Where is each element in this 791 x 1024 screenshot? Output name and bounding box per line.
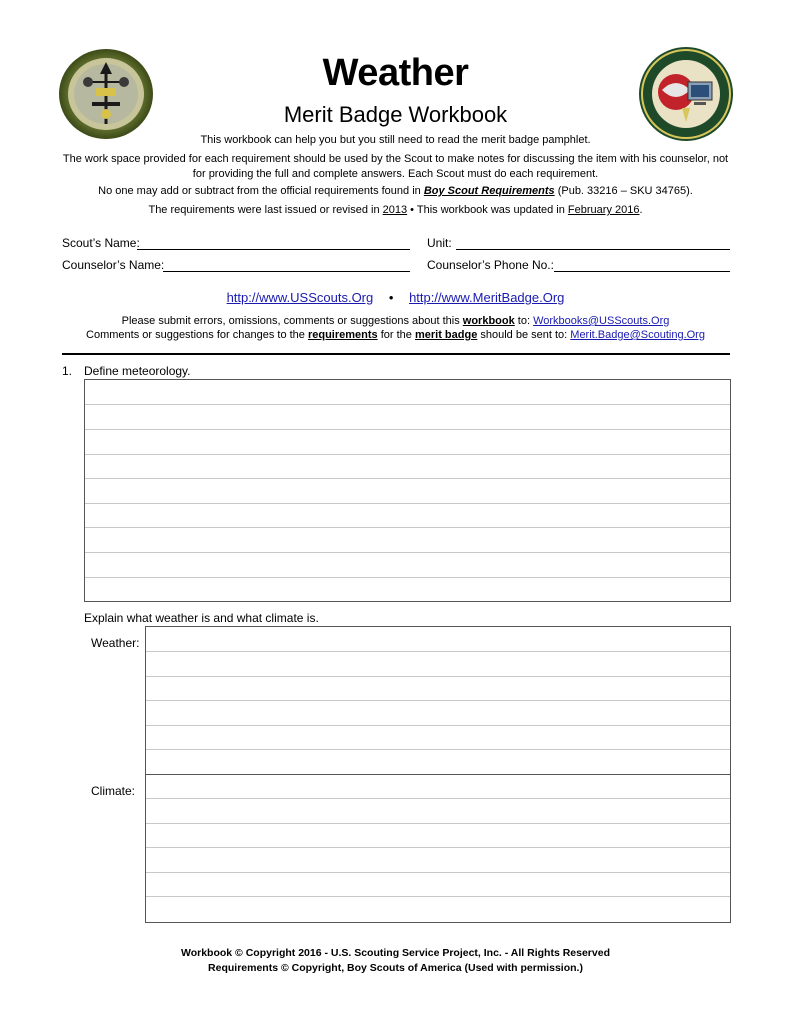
revised-year: 2013: [382, 204, 408, 216]
workbook-copyright: Workbook © Copyright 2016 - U.S. Scouting Service Project, Inc. - All Rights Reserved: [180, 947, 610, 959]
answer-line: [146, 774, 730, 799]
answer-line: [146, 677, 730, 701]
answer-line: [85, 528, 730, 553]
page-subtitle: Merit Badge Workbook: [283, 102, 508, 127]
meteorology-answer-box[interactable]: [84, 379, 731, 602]
merit-badge-word: merit badge: [414, 329, 478, 341]
boy-scout-requirements-title: Boy Scout Requirements: [423, 185, 555, 197]
merit-badge-email-link[interactable]: Merit.Badge@Scouting.Org: [570, 329, 705, 341]
answer-line: [85, 504, 730, 528]
updated-date: February 2016: [567, 204, 640, 216]
submit-line-1-start: Please submit errors, omissions, comments or suggestions about this: [121, 315, 463, 327]
requirement-number: 1.: [62, 364, 73, 378]
weather-label: Weather:: [91, 636, 140, 650]
answer-line: [146, 726, 730, 750]
answer-line: [85, 430, 730, 455]
section-divider: [62, 353, 730, 355]
answer-line: [85, 479, 730, 504]
unit-label: Unit:: [427, 236, 452, 250]
answer-line: [146, 873, 730, 897]
usscouts-link[interactable]: http://www.USScouts.Org: [226, 290, 374, 305]
answer-line: [146, 848, 730, 873]
submit-line-2-start: Comments or suggestions for changes to the: [86, 329, 308, 341]
page-title: Weather: [322, 52, 469, 94]
submit-line-1-to: to:: [514, 315, 534, 327]
answer-line: [85, 405, 730, 430]
intro-line-4: [0, 204, 791, 216]
climate-answer-box[interactable]: [145, 774, 731, 923]
meritbadge-link[interactable]: http://www.MeritBadge.Org: [409, 290, 565, 305]
workbook-word: workbook: [462, 315, 515, 327]
unit-field[interactable]: [456, 236, 730, 250]
intro-line-3-start: No one may add or subtract from the official requirements found in: [98, 185, 424, 197]
submit-line-2-end: should be sent to:: [477, 329, 571, 341]
scout-name-field[interactable]: [137, 236, 410, 250]
requirements-word: requirements: [307, 329, 378, 341]
answer-line: [146, 824, 730, 848]
intro-line-2: The work space provided for each requirement should be used by the Scout to make notes for discussing the item with his counselor, not for providing the full and complete answers. Each Scout must do each requirement.: [62, 153, 729, 180]
answer-line: [146, 799, 730, 824]
counselor-phone-field[interactable]: [554, 258, 730, 272]
counselor-phone-label: Counselor’s Phone No.:: [427, 258, 554, 272]
answer-line: [85, 455, 730, 479]
counselor-name-field[interactable]: [163, 258, 410, 272]
answer-line: [146, 652, 730, 677]
website-links: [0, 290, 791, 305]
scout-name-label: Scout’s Name:: [62, 236, 140, 250]
intro-line-1: This workbook can help you but you still need to read the merit badge pamphlet.: [200, 134, 591, 146]
climate-label: Climate:: [91, 784, 136, 798]
submit-line-2-mid: for the: [377, 329, 415, 341]
answer-line: [146, 897, 730, 921]
intro-line-3: [0, 185, 791, 197]
requirements-copyright: Requirements © Copyright, Boy Scouts of America (Used with permission.): [208, 962, 583, 974]
revised-label: The requirements were last issued or revised in: [148, 204, 383, 216]
updated-label: • This workbook was updated in: [407, 204, 568, 216]
requirement-explain-text: Explain what weather is and what climate is.: [84, 611, 319, 625]
submit-errors-line: [0, 315, 791, 327]
workbooks-email-link[interactable]: Workbooks@USScouts.Org: [533, 315, 670, 327]
answer-line: [146, 627, 730, 652]
answer-line: [85, 553, 730, 578]
submit-requirements-line: [0, 329, 791, 341]
counselor-name-label: Counselor’s Name:: [62, 258, 165, 272]
weather-answer-box[interactable]: [145, 626, 731, 775]
answer-line: [85, 380, 730, 405]
link-separator: •: [388, 290, 394, 305]
answer-line: [146, 750, 730, 774]
intro-line-3-end: (Pub. 33216 – SKU 34765).: [554, 185, 693, 197]
requirement-text: Define meteorology.: [84, 364, 191, 378]
answer-line: [85, 578, 730, 601]
intro-line-4-period: .: [639, 204, 643, 216]
answer-line: [146, 701, 730, 726]
